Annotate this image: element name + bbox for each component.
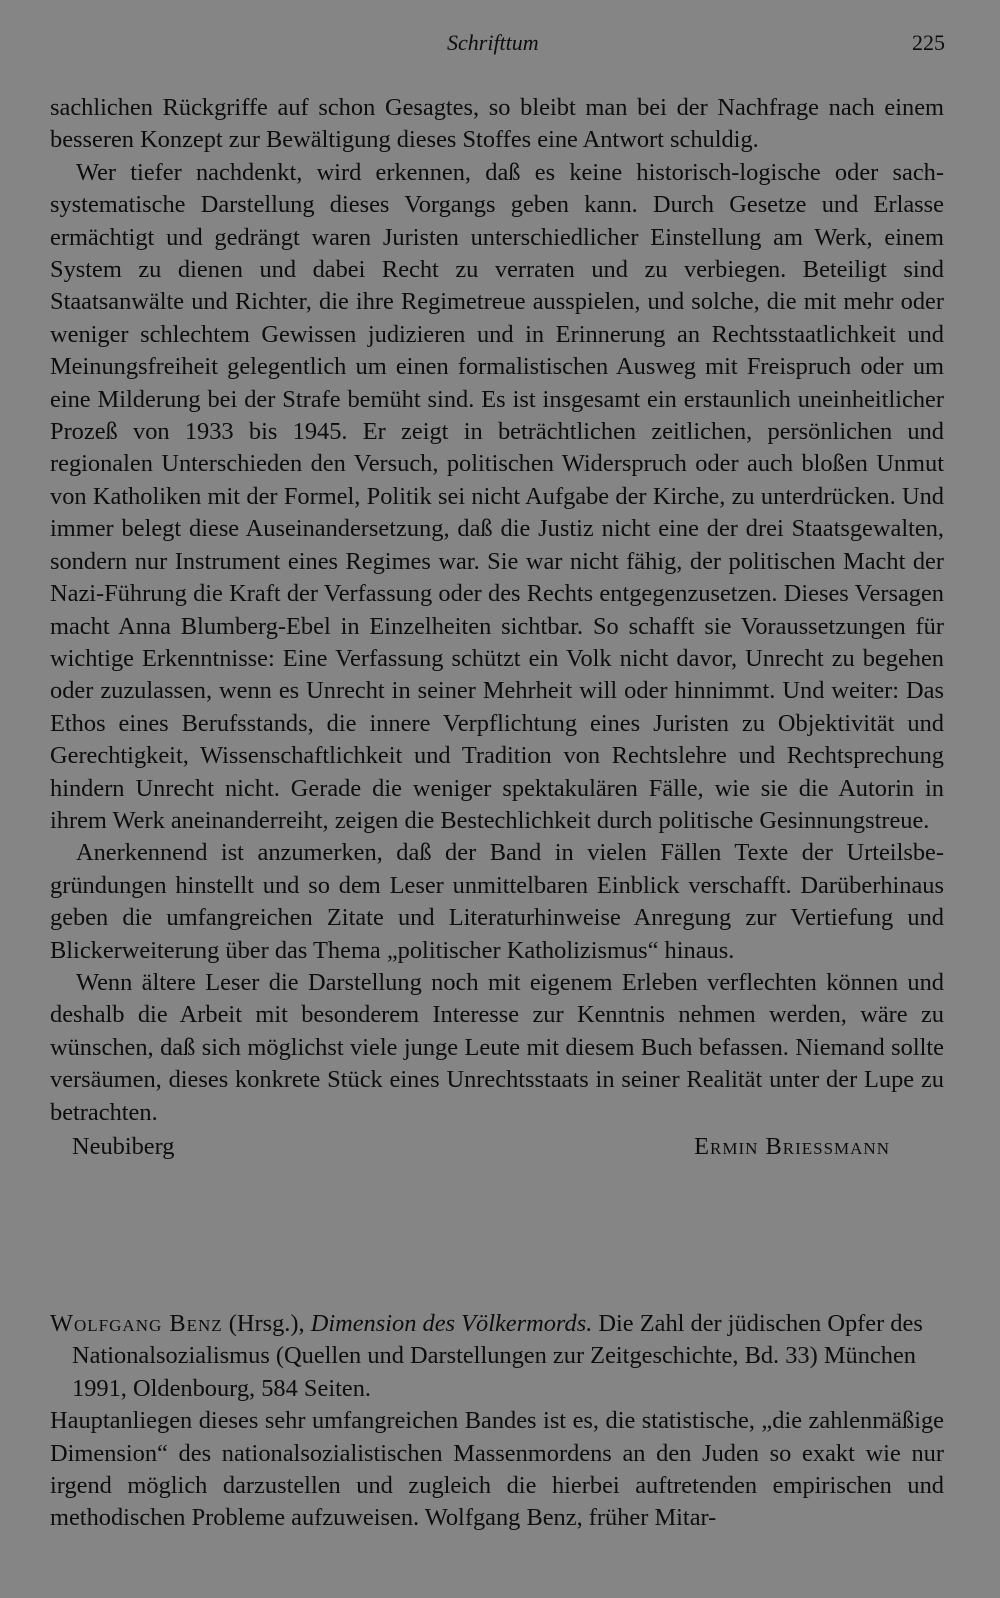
paragraph: sachlichen Rückgriffe auf schon Gesagtes, so bleibt man bei der Nachfrage nach einem besseren Konzept zur Bewältigung dieses Stoffes eine Antwort schuldig. (50, 94, 944, 154)
page-number: 225 (912, 30, 945, 55)
running-title: Schrifttum (447, 30, 539, 55)
paragraph: Anerkennend ist anzumerken, daß der Band in vielen Fällen Texte der Urteilsbegründungen hinstellt und so dem Leser unmittelbaren Einblick verschafft. Darüberhinaus geben die umfangreichen Zitate und Literaturhinweise Anregung zur Vertiefung und Blickerweiterung über das Thema „politischer Katholizismus“ hinaus. (50, 839, 944, 964)
bibliographic-details: Die Zahl der jüdischen Opfer des Nationalsozialismus (Quellen und Darstellungen zur Zeitgeschichte, Bd. 33) München 1991, Oldenbourg, 584 Seiten. (72, 1310, 923, 1402)
book-author: Wolfgang Benz (50, 1310, 223, 1337)
bibliographic-entry (50, 1308, 944, 1405)
signature-place: Neubiberg (72, 1133, 175, 1160)
review-signature (50, 1131, 944, 1165)
paragraph: Wer tiefer nachdenkt, wird erkennen, daß es keine historisch-logische oder sachsystematische Darstellung dieses Vorgangs geben kann. Durch Gesetze und Erlasse ermächtigt und gedrängt waren Juristen unterschiedlicher Einstellung am Werk, einem System zu dienen und dabei Recht zu verraten und zu verbiegen. Beteiligt sind Staatsanwälte und Richter, die ihre Regimetreue ausspielen, und solche, die mit mehr oder weniger schlechtem Gewissen judizieren und in Erinnerung an Rechtsstaatlichkeit und Meinungsfreiheit gelegentlich um einen formalistischen Ausweg mit Freispruch oder um eine Milderung bei der Strafe bemüht sind. Es ist insgesamt ein erstaunlich uneinheitlicher Prozeß von 1933 bis 1945. Er zeigt in beträchtlichen zeitlichen, persönlichen und regionalen Unterschieden den Versuch, politischen Widerspruch oder auch bloßen Unmut von Katholiken mit der Formel, Politik sei nicht Aufgabe der Kirche, zu unterdrücken. Und immer belegt diese Auseinandersetzung, daß die Justiz nicht eine der drei Staatsgewalten, sondern nur Instrument eines Regimes war. Sie war nicht fähig, der politischen Macht der Nazi-Führung die Kraft der Verfassung oder des Rechts entgegenzusetzen. Dieses Versagen macht Anna Blumberg-Ebel in Einzelheiten sichtbar. So schafft sie Voraussetzungen für wichtige Erkenntnisse: Eine Verfassung schützt ein Volk nicht davor, Unrecht zu begehen oder zuzulassen, wenn es Unrecht in seiner Mehrheit will oder hinnimmt. Und weiter: Das Ethos eines Berufsstands, die innere Verpflichtung eines Juristen zu Objektivität und Gerechtigkeit, Wissenschaftlichkeit und Tradition von Rechtslehre und Rechtsprechung hindern Unrecht nicht. Gerade die weniger spektakulären Fälle, wie sie die Autorin in ihrem Werk aneinanderreiht, zeigen die Bestechlichkeit durch politische Gesinnungstreue. (50, 158, 944, 834)
book-title: Dimension des Völkermords. (310, 1310, 593, 1337)
paragraph: Wenn ältere Leser die Darstellung noch mit eigenem Erleben verflechten können und deshalb die Arbeit mit besonderem Interesse zur Kenntnis nehmen werden, wäre zu wünschen, daß sich möglichst viele junge Leute mit diesem Buch befassen. Niemand sollte versäumen, dieses konkrete Stück eines Unrechtsstaats in seiner Realität unter der Lupe zu betrachten. (50, 968, 944, 1126)
reviewer-name: Ermin Briessmann (694, 1133, 890, 1160)
paragraph: Hauptanliegen dieses sehr umfangreichen Bandes ist es, die statistische, „die zahlenmäßige Dimension“ des nationalsozialistischen Massenmordens an den Juden so exakt wie nur irgend möglich darzustellen und zugleich die hierbei auftretenden empirischen und methodischen Probleme aufzuweisen. Wolfgang Benz, früher Mitar- (50, 1407, 944, 1532)
review-benz (50, 1308, 944, 1535)
editor-note: (Hrsg.), (222, 1310, 311, 1337)
page-header (0, 30, 1000, 64)
review-ermin-briessmann (50, 92, 944, 1165)
